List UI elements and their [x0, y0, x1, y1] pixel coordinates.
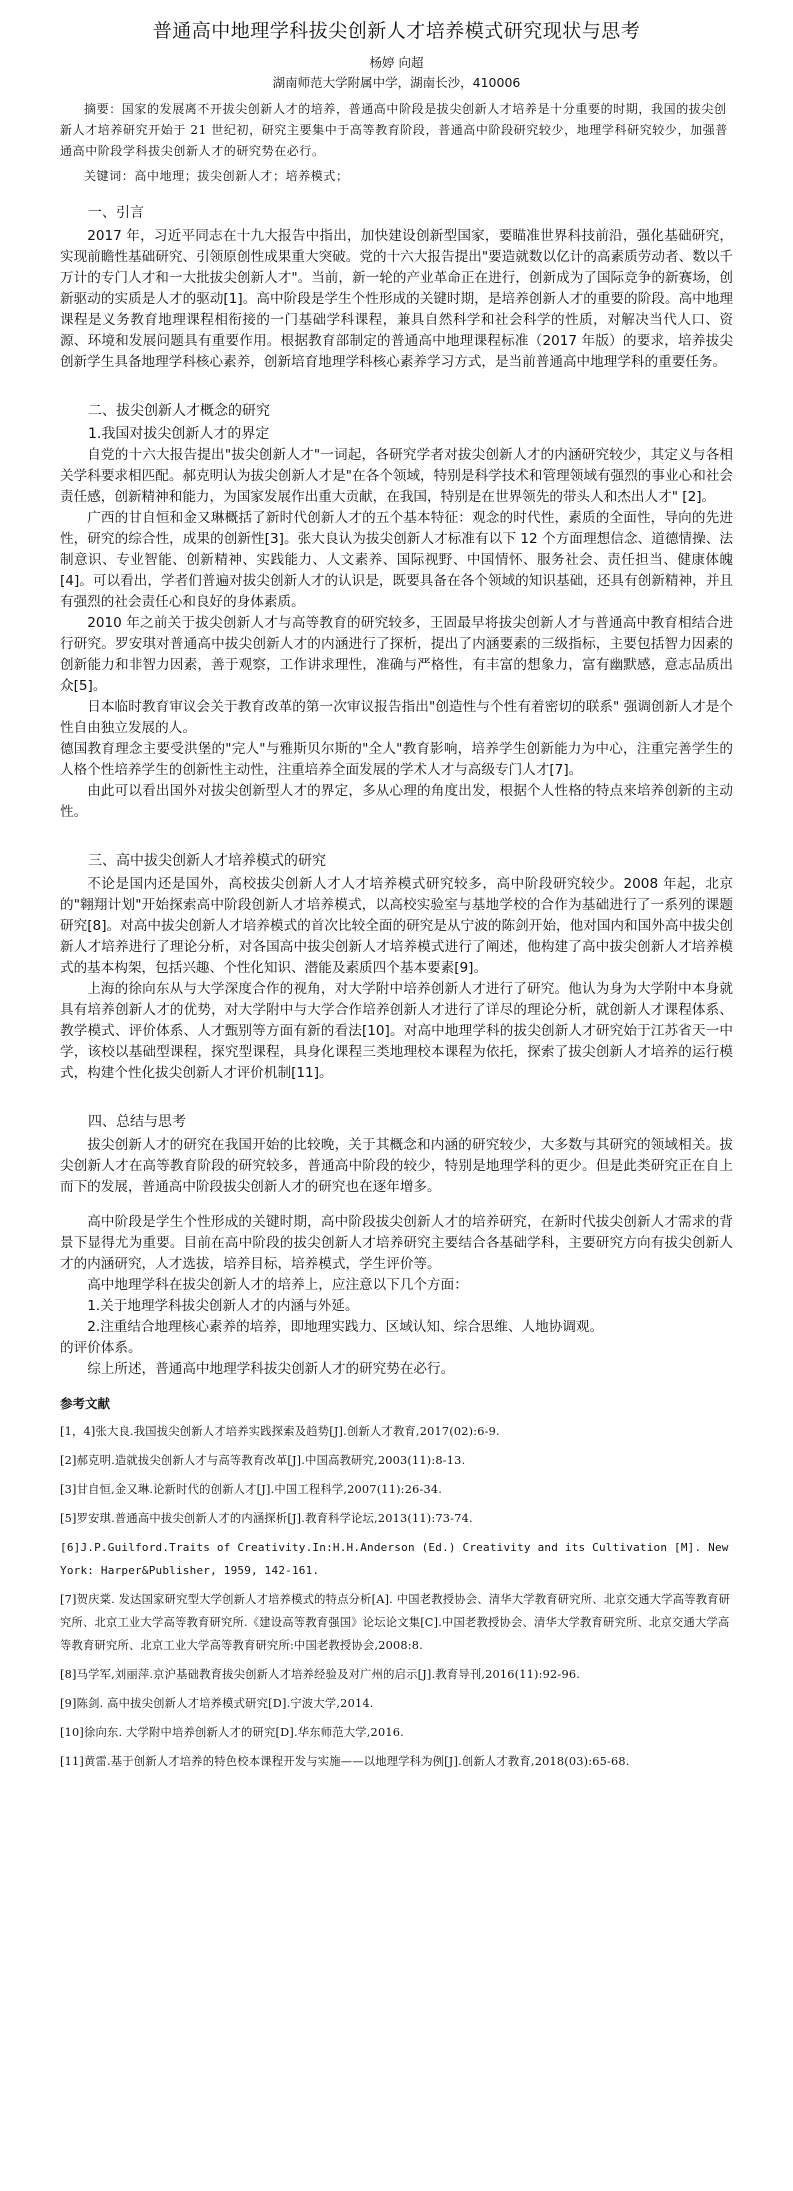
section-2-paragraph: 广西的甘自恒和金又琳概括了新时代创新人才的五个基本特征：观念的时代性，素质的全面性，导向的先进性，研究的综合性，成果的创新性[3]。张大良认为拔尖创新人才标准有以下 12 个方面理想信念、道德情操、法制意识、专业智能、创新精神、实践能力、人文素养、国际视野、中国情怀、服务社会、责任担当、健康体魄[4]。可以看出，学者们普遍对拔尖创新人才的认识是，既要具备在各个领域的知识基础，还具有创新精神，并且有强烈的社会责任心和良好的身体素质。 — [60, 510, 733, 610]
section-4-paragraph: 拔尖创新人才的研究在我国开始的比较晚，关于其概念和内涵的研究较少，大多数与其研究的领域相关。拔尖创新人才在高等教育阶段的研究较多，普通高中阶段的较少，特别是地理学科的更少。但是此类研究正在自上而下的发展，普通高中阶段拔尖创新人才的研究也在逐年增多。 — [60, 1137, 733, 1195]
section-2-subheading: 1.我国对拔尖创新人才的界定 — [88, 426, 270, 442]
references-heading: 参考文献 — [60, 1396, 111, 1411]
section-2-paragraph: 自党的十六大报告提出"拔尖创新人才"一词起，各研究学者对拔尖创新人才的内涵研究较少，其定义与各相关学科要求相匹配。郝克明认为拔尖创新人才是"在各个领域，特别是科学技术和管理领域有强烈的事业心和社会责任感，创新精神和能力，为国家发展作出重大贡献，在我国，特别是在世界领先的带头人和杰出人才" [2]。 — [60, 447, 733, 505]
reference-item: [10]徐向东. 大学附中培养创新人才的研究[D].华东师范大学,2016. — [60, 1726, 404, 1739]
section-2-paragraph: 2010 年之前关于拔尖创新人才与高等教育的研究较多，王固最早将拔尖创新人才与普通高中教育相结合进行研究。罗安琪对普通高中拔尖创新人才的内涵进行了探析，提出了内涵要素的三级指标，主要包括智力因素的创新能力和非智力因素，善于观察，工作讲求理性，准确与严格性，有丰富的想象力，富有幽默感，意志品质出众[5]。 — [60, 615, 733, 694]
reference-item: [5]罗安琪.普通高中拔尖创新人才的内涵探析[J].教育科学论坛,2013(11):73-74. — [60, 1512, 473, 1525]
affiliation: 湖南师范大学附属中学，湖南长沙，410006 — [272, 75, 521, 90]
section-2-paragraph: 日本临时教育审议会关于教育改革的第一次审议报告指出"创造性与个性有着密切的联系" 强调创新人才是个性自由独立发展的人。 — [60, 699, 733, 736]
abstract: 摘要：国家的发展离不开拔尖创新人才的培养，普通高中阶段是拔尖创新人才培养是十分重要的时期，我国的拔尖创新人才培养研究开始于 21 世纪初，研究主要集中于高等教育阶段，普通高中阶段研究较少，地理学科研究较少，加强普通高中阶段学科拔尖创新人才的研究势在必行。 — [60, 102, 728, 158]
section-1-paragraph: 2017 年，习近平同志在十九大报告中指出，加快建设创新型国家，要瞄准世界科技前沿，强化基础研究，实现前瞻性基础研究、引领原创性成果重大突破。党的十六大报告提出"要造就数以亿计的高素质劳动者、数以千万计的专门人才和一大批拔尖创新人才"。当前，新一轮的产业革命正在进行，创新成为了国际竞争的新赛场，创新驱动的实质是人才的驱动[1]。高中阶段是学生个性形成的关键时期，是培养创新人才的重要的阶段。高中地理课程是义务教育地理课程相衔接的一门基础学科课程，兼具自然科学和社会科学的性质，对解决当代人口、资源、环境和发展问题具有重要作用。根据教育部制定的普通高中地理课程标准（2017 年版）的要求，培养拔尖创新学生具备地理学科核心素养，创新培育地理学科核心素养学习方式，是当前普通高中地理学科的重要任务。 — [60, 228, 733, 370]
section-4-heading: 四、总结与思考 — [88, 1114, 186, 1130]
reference-item: [2]郝克明.造就拔尖创新人才与高等教育改革[J].中国高教研究,2003(11):8-13. — [60, 1454, 466, 1467]
reference-item: [7]贺庆棠. 发达国家研究型大学创新人才培养模式的特点分析[A]. 中国老教授协会、清华大学教育研究所、北京交通大学高等教育研究所、北京工业大学高等教育研究所.《建设高等教育强国》论坛论文集[C].中国老教授协会、清华大学教育研究所、北京交通大学高等教育研究所、北京工业大学高等教育研究所:中国老教授协会,2008:8. — [60, 1593, 731, 1652]
section-4-paragraph: 高中阶段是学生个性形成的关键时期，高中阶段拔尖创新人才的培养研究，在新时代拔尖创新人才需求的背景下显得尤为重要。目前在高中阶段的拔尖创新人才培养研究主要结合各基础学科，主要研究方向有拔尖创新人才的内涵研究，人才选拔，培养目标，培养模式，学生评价等。 — [60, 1214, 733, 1272]
section-3-paragraph: 上海的徐向东从与大学深度合作的视角，对大学附中培养创新人才进行了研究。他认为身为大学附中本身就具有培养创新人才的优势，对大学附中与大学合作培养创新人才进行了详尽的理论分析，就创新人才课程体系、教学模式、评价体系、人才甄别等方面有新的看法[10]。对高中地理学科的拔尖创新人才研究始于江苏省天一中学，该校以基础型课程，探究型课程，具身化课程三类地理校本课程为依托，探索了拔尖创新人才培养的运行模式，构建个性化拔尖创新人才评价机制[11]。 — [60, 981, 733, 1081]
section-4-list-item: 的评价体系。 — [60, 1340, 142, 1356]
reference-item: [3]甘自恒,金又琳.论新时代的创新人才[J].中国工程科学,2007(11):26-34. — [60, 1483, 443, 1496]
section-4-paragraph: 高中地理学科在拔尖创新人才的培养上，应注意以下几个方面： — [87, 1277, 468, 1293]
section-2-heading: 二、拔尖创新人才概念的研究 — [88, 403, 270, 419]
section-4-list-item: 2.注重结合地理核心素养的培养，即地理实践力、区域认知、综合思维、人地协调观。 — [87, 1319, 604, 1335]
section-3-paragraph: 不论是国内还是国外，高校拔尖创新人才人才培养模式研究较多，高中阶段研究较少。2008 年起，北京的"翱翔计划"开始探索高中阶段创新人才培养模式，以高校实验室与基地学校的合作为基础进行了一系列的课题研究[8]。对高中拔尖创新人才培养模式的首次比较全面的研究是从宁波的陈剑开始，他对国内和国外高中拔尖创新人才培养进行了理论分析，对各国高中拔尖创新人才培养模式进行了阐述，他构建了高中拔尖创新人才培养模式的基本构架，包括兴趣、个性化知识、潜能及素质四个基本要素[9]。 — [60, 876, 733, 976]
section-2-paragraph: 由此可以看出国外对拔尖创新型人才的界定，多从心理的角度出发，根据个人性格的特点来培养创新的主动性。 — [60, 783, 733, 820]
reference-item: [8]马学军,刘丽萍.京沪基础教育拔尖创新人才培养经验及对广州的启示[J].教育导刊,2016(11):92-96. — [60, 1668, 581, 1681]
reference-item: [9]陈剑. 高中拔尖创新人才培养模式研究[D].宁波大学,2014. — [60, 1697, 374, 1710]
section-4-list-item: 1.关于地理学科拔尖创新人才的内涵与外延。 — [87, 1298, 359, 1314]
reference-item: [11]黄雷.基于创新人才培养的特色校本课程开发与实施——以地理学科为例[J].创新人才教育,2018(03):65-68. — [60, 1755, 630, 1768]
reference-item: [6]J.P.Guilford.Traits of Creativity.In:H.H.Anderson (Ed.) Creativity and its Cultivation [M]. New York: Harper&Publisher, 1959, 142-161. — [60, 1541, 729, 1577]
section-3-heading: 三、高中拔尖创新人才培养模式的研究 — [88, 853, 326, 869]
reference-item: [1，4]张大良.我国拔尖创新人才培养实践探索及趋势[J].创新人才教育,2017(02):6-9. — [60, 1425, 500, 1438]
section-1-heading: 一、引言 — [88, 205, 144, 221]
references-list — [60, 1420, 733, 1773]
section-4-paragraph: 综上所述，普通高中地理学科拔尖创新人才的研究势在必行。 — [87, 1361, 455, 1377]
section-2-paragraph: 德国教育理念主要受洪堡的"完人"与雅斯贝尔斯的"全人"教育影响，培养学生创新能力为中心，注重完善学生的人格个性培养学生的创新性主动性，注重培养全面发展的学术人才与高级专门人才[7]。 — [60, 741, 733, 778]
authors: 杨婷 向超 — [369, 55, 424, 70]
paper-title: 普通高中地理学科拔尖创新人才培养模式研究现状与思考 — [152, 20, 641, 42]
keywords: 关键词：高中地理；拔尖创新人才；培养模式； — [84, 169, 349, 183]
